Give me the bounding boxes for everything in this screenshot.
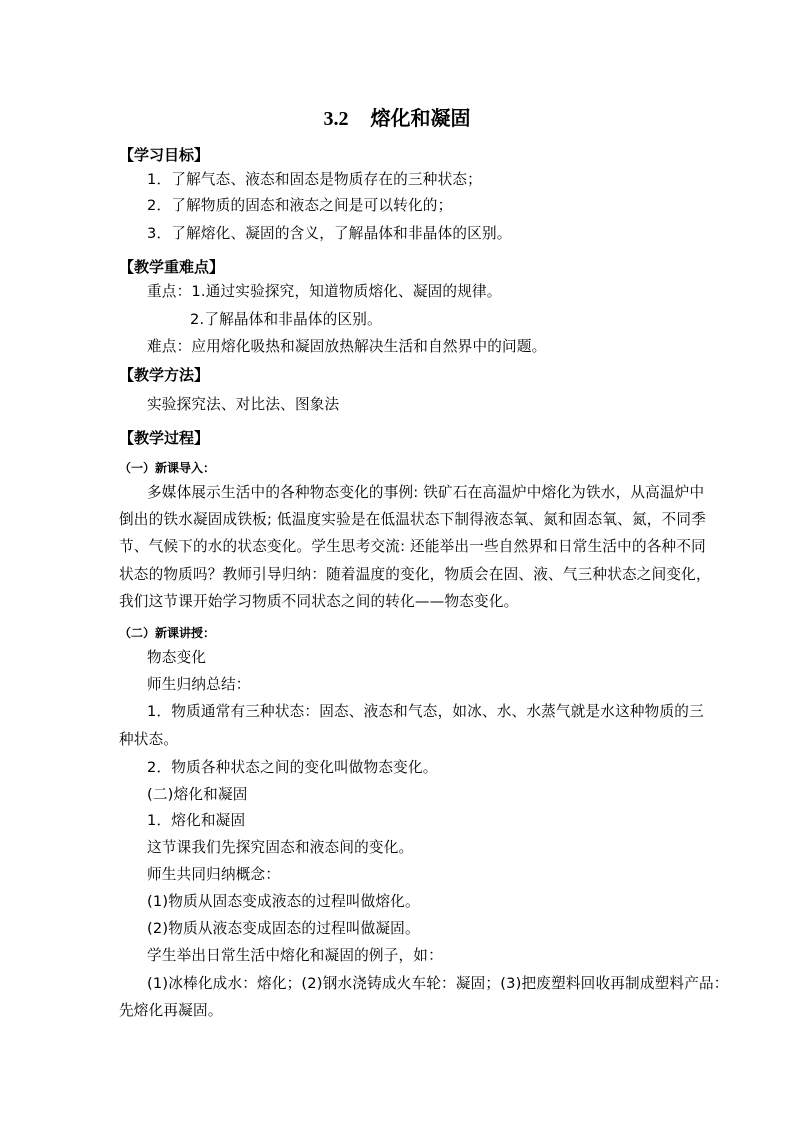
paragraph-line: 1．物质通常有三种状态：固态、液态和气态，如冰、水、水蒸气就是水这种物质的三 [147,703,704,720]
title-number: 3.2 [323,108,349,130]
paragraph-line: 2．物质各种状态之间的变化叫做物态变化。 [147,759,438,776]
key-points-heading: 【教学重难点】 [119,258,225,276]
paragraph-line: 倒出的铁水凝固成铁板; 低温度实验是在低温状态下制得液态氧、氮和固态氧、氮，不同季 [119,511,706,528]
paragraph-line: (二)熔化和凝固 [147,786,248,803]
difficulty-item: 难点：应用熔化吸热和凝固放热解决生活和自然界中的问题。 [147,338,547,355]
page-title [0,104,794,133]
objective-item: 1．了解气态、液态和固态是物质存在的三种状态； [147,171,482,188]
paragraph-line: 状态的物质吗？教师引导归纳：随着温度的变化，物质会在固、液、气三种状态之间变化， [119,566,711,583]
key-point-item: 2.了解晶体和非晶体的区别。 [190,311,382,328]
paragraph-line: 1．熔化和凝固 [147,812,246,829]
objective-item: 2．了解物质的固态和液态之间是可以转化的； [147,197,453,214]
paragraph-line: 先熔化再凝固。 [119,1002,223,1019]
part1-heading: （一）新课导入： [119,461,216,475]
paragraph-line: 我们这节课开始学习物质不同状态之间的转化——物态变化。 [119,593,519,610]
title-text: 熔化和凝固 [370,106,471,130]
paragraph-line: 节、气候下的水的状态变化。学生思考交流: 还能举出一些自然界和日常生活中的各种不同 [119,538,706,555]
key-point-item: 重点：1.通过实验探究，知道物质熔化、凝固的规律。 [147,283,502,300]
paragraph-line: 这节课我们先探究固态和液态间的变化。 [147,839,414,856]
paragraph-line: 师生共同归纳概念： [147,866,281,883]
part2-heading: （二）新课讲授： [119,626,216,640]
paragraph-line: (1)物质从固态变成液态的过程叫做熔化。 [147,893,420,910]
objectives-heading: 【学习目标】 [119,146,210,164]
process-heading: 【教学过程】 [119,429,210,447]
paragraph-line: 师生归纳总结： [147,676,251,693]
methods-text: 实验探究法、对比法、图象法 [147,396,340,413]
paragraph-line: 学生举出日常生活中熔化和凝固的例子，如： [147,947,443,964]
paragraph-line: 物态变化 [147,649,207,666]
paragraph-line: (1)冰棒化成水：熔化；(2)钢水浇铸成火车轮：凝固；(3)把废塑料回收再制成塑料产品： [147,975,729,992]
methods-heading: 【教学方法】 [119,366,210,384]
paragraph-line: (2)物质从液态变成固态的过程叫做凝固。 [147,920,420,937]
objective-item: 3．了解熔化、凝固的含义，了解晶体和非晶体的区别。 [147,225,512,242]
paragraph-line: 多媒体展示生活中的各种物态变化的事例: 铁矿石在高温炉中熔化为铁水，从高温炉中 [147,484,705,501]
paragraph-line: 种状态。 [119,731,179,748]
